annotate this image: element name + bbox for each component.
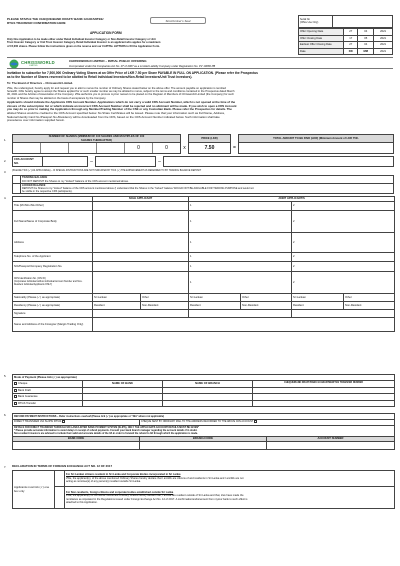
nic-row: NIC/Passport/Company Registration No. 1 2 [13, 262, 395, 272]
logo-text: CHRISSWORLD [21, 60, 55, 65]
joint1-cin-field[interactable]: 1 [189, 272, 292, 294]
staple-notice-line1: PLEASE STAPLE THE CHEQUE/BANK DRAFT/ BANK GUARANTEE/ [7, 17, 104, 21]
sole-nic-field[interactable] [93, 262, 189, 272]
cds-broker-code-field[interactable] [43, 157, 88, 167]
applicant-table [12, 196, 395, 332]
section-6-number: 6. [4, 413, 7, 417]
joint1-nic-field[interactable]: 1 [189, 262, 292, 272]
date-row: Offer Opening Date 27 04 2021 [299, 29, 393, 36]
joint1-full-name-field[interactable]: 1 [189, 211, 292, 233]
office-use-label: (Office Use Only) [300, 20, 319, 24]
date-yyyy-field[interactable]: 2021 [374, 48, 393, 55]
payment-row[interactable]: Bank Guarantee [13, 394, 395, 401]
joint2-signature-field[interactable] [292, 310, 395, 318]
payment-row[interactable]: Bank Draft [13, 387, 395, 394]
cds-instructions: Applicant/s should indicate the Applicants CDS Account Number. Applications which do not carry a valid CDS Account Number, which is not opened at the time of the closure of the subscription list or which indicate an incorrect CDS Account Number shall be rejected and no allotment will be made. If you wish to open a CDS Account you may do so prior to making the Application through any Member/Trading Member of the CSE or any Custodian Bank. Please refer the Prospectus for details. The allotted Shares would be credited to the CDS Account specified below. No Share Certificates will be issued. Please note that your information such as Full Name, Address, National Identity Card No./Passport No./Residency will be downloaded from the CDS, based on the CDS Account Number indicated below. Such information shall take precedence over information supplied herein. [7, 100, 237, 123]
application-date-row[interactable]: Date DD MM 2021 [299, 48, 393, 55]
sole-nationality-srilankan[interactable]: Sri Lankan [93, 294, 141, 302]
sole-resident[interactable]: Resident [93, 302, 141, 310]
payment-row[interactable]: Cheque NAME OF BANK NAME OF BRANCH CHEQUE/BANK DRAFT/BANK GUARANTEE/RTGS TRANSFER NUMBER [13, 381, 395, 388]
cds-type-field[interactable] [96, 157, 156, 167]
date-row: Offer Closing Date 17 05 2021 [299, 35, 393, 42]
section-7-number: 7. [4, 465, 7, 469]
offer-dates-table [298, 28, 393, 55]
joint1-nationality-srilankan[interactable]: Sri Lankan [189, 294, 241, 302]
stockbroker-seal-label: Stockbroker's Seal [165, 19, 191, 23]
sole-nationality-other[interactable]: Other [141, 294, 189, 302]
bank-draft-checkbox[interactable] [14, 389, 17, 392]
trading-balance-checkbox[interactable] [13, 176, 21, 184]
joint2-non-resident[interactable]: Non-Resident [344, 302, 395, 310]
deposit-heading: (PLEASE TICK (✓) AS APPLICABLE) – IF SPECIAL INSTRUCTIONS ARE NOT INDICATED BY TICK (✓) THE ENHANCEMENT AS REFERRED TO BY TRADING BALANCE DEPOSIT [12, 170, 202, 172]
cds-account-row: CDS ACCOUNT NO. – – [12, 156, 394, 167]
joint2-nationality-other[interactable]: Other [344, 294, 395, 302]
serial-table [298, 15, 393, 28]
section-1-number: 1. [4, 138, 7, 142]
stockbroker-seal-box [150, 17, 206, 24]
joint1-signature-field[interactable] [189, 310, 292, 318]
sole-non-resident[interactable]: Non-Resident [141, 302, 189, 310]
payment-section [12, 374, 394, 407]
shares-table: NUMBER OF SHARES (MINIMUM OF 100 SHARES AND MULTIPLES OF 100 SHARES THEREAFTER) PRICE (LKR) TOTAL AMOUNT TO BE PAID (LKR) (Minimum Amount of LKR 750/- 0 0 x 7.50 = [12, 134, 394, 154]
date-row: Earliest Offer Closing Date 27 04 2021 [299, 42, 393, 49]
company-band [7, 57, 393, 69]
cheque-mail-checkbox[interactable] [254, 420, 257, 423]
sole-cin-field[interactable] [93, 272, 189, 294]
serial-number-field[interactable] [333, 16, 393, 28]
direct-transfer-option[interactable]: DIRECT TRANSFER VIA SLIPS/ RTGS [13, 419, 140, 425]
declaration-heading: DECLARATION IN TERMS OF FOREIGN EXCHANGE ACT NO. 12 OF 2017 [12, 464, 113, 468]
date-mm-field[interactable]: MM [358, 48, 374, 55]
staple-notice [7, 18, 103, 25]
sole-applicant-header: SOLE APPLICANT [93, 197, 189, 202]
address-row: Address 1 2 [13, 233, 395, 253]
joint2-cin-field[interactable]: 2 [292, 272, 395, 294]
payment-row[interactable]: RTGS Transfer [13, 400, 395, 407]
margin-trading-field[interactable] [93, 318, 395, 332]
joint-applicant-header: JOINT APPLICANT/S [189, 197, 395, 202]
locked-balance-checkbox[interactable] [13, 184, 21, 194]
locked-balance-option[interactable]: LOCKED BALANCE DEPOSIT the Shares to my "locked" balance of the CDS account mentioned above (I understand that the Shares in the "locked" balance WOULD NOT BE AVAILABLE FOR TRADING PURPOSE and would not be visible in the respective CDS participants). [13, 184, 394, 194]
number-of-shares-field[interactable]: 0 0 [13, 143, 181, 154]
direct-transfer-checkbox[interactable] [62, 420, 65, 423]
declaration-table: Applicants must tick (✓) one box only For Sri Lankan citizens resident in Sri Lanka and Corporate Bodies incorporated in Sri Lanka I/We, the applicant(s), of the above mentioned Ordinary Shares hereby declare that I am/We are citizens of and residents in Sri Lanka and I am/We are not acting as nominee(s) of any person(s) resident outside Sri Lanka. For Non-residents, foreign citizens and corporate bodies established outside Sri Lanka I/We, the applicant(s) of the above mentioned Ordinary Shares hereby declare that, I am/we are resident outside of Sri Lanka and that, I/we have made the remittance as stipulated in the Regulations issued under Foreign Exchange Act No. 12 of 2017. A confirmation/endorsement from my/our bank to such effect is attached to this Application. [12, 470, 395, 509]
section-3-number: 3. [4, 170, 7, 174]
cds-account-number-field[interactable] [164, 157, 394, 167]
sole-address-field[interactable] [93, 233, 189, 253]
joint1-non-resident[interactable]: Non-Resident [241, 302, 292, 310]
joint1-title-field[interactable]: 1 [189, 202, 292, 211]
total-amount-field[interactable] [239, 143, 394, 154]
serial-label: Serial No [300, 17, 310, 21]
sole-title-field[interactable] [93, 202, 189, 211]
residency-row: Residency (Please (✓) as appropriate) Resident Non-Resident Resident Non-Resident Resident Non-Resident [13, 302, 395, 310]
deposit-options [12, 175, 394, 194]
declaration-section [12, 470, 394, 509]
applicant-details [12, 196, 394, 332]
branch-code-field[interactable] [140, 441, 267, 449]
joint2-resident[interactable]: Resident [292, 302, 344, 310]
joint2-title-field[interactable]: 2 [292, 202, 395, 211]
section-4-number: 4. [4, 196, 7, 200]
bank-code-field[interactable] [13, 441, 140, 449]
office-use-panel [298, 15, 393, 55]
sole-signature-field[interactable] [93, 310, 189, 318]
cheque-checkbox[interactable] [14, 382, 17, 385]
full-name-row: Full Name/Name of Corporate Body 1 2 [13, 211, 395, 233]
broker-row: Name and Address of the Foreigner (Margin Trading Only) [13, 318, 395, 332]
refund-table: REFUND PAYMENT INSTRUCTIONS – Refer instructions overleaf (Please tick (✓) as appropriate or "N/a" where not applicable) DIRECT TRANSFER VIA SLIPS/ RTGS CHEQUE SENT BY ORDINARY MAIL TO THE ADDRESS RECORDED TO THE ABOVE CDS ACCOUNT DETAILS FOR DIRECT TRANSFER THROUGH SRI LANKA INTER BANK PAYMENT SYSTEM (SLIPS), ONLY THE APPLICANTS ACCOUNT DETAILS MUST BE GIVEN* * Please provide accurate information to avoid delays in receipt of refund payments. Consult your bank branch manager regarding the account details if in doubt. Non-resident investors are advised to include their valid and accurate details of the IIA in order to forward the refund to IIA through which the application is made. BANK CODE BRANCH CODE ACCOUNT NUMBER [12, 413, 395, 450]
joint2-telephone-field[interactable]: 2 [292, 253, 395, 262]
account-number-field[interactable] [267, 441, 395, 449]
joint1-address-field[interactable]: 1 [189, 233, 292, 253]
company-name: CHRISSWORLD LIMITED – INITIAL PUBLIC OFFERING [69, 58, 147, 63]
application-declaration: I/We, the undersigned, hereby apply for and request you to allot to me/us the number of Ordinary Shares stated below on the above offer. The amount payable on application is remitted herewith. I/We hereby agree to accept the Shares applied for or such smaller number as may be allotted to me/us, subject to the terms and conditions contained in the Prospectus dated March 30, 2021 and the Articles of Association of the Company. I/We authorize you to procure my/our name/s to be placed on the Register of Members of Chrissworld Limited (the Company) for such number of Shares that may be allotted on the basis of acceptance by the Company. [7, 86, 235, 100]
joint2-nic-field[interactable]: 2 [292, 262, 395, 272]
shares-section [12, 134, 394, 154]
joint2-full-name-field[interactable]: 2 [292, 211, 395, 233]
price-field: 7.50 [189, 143, 231, 154]
addressee: To: The Board of Directors – Chrissworld Limited. [7, 81, 73, 85]
company-logo [9, 59, 59, 69]
bank-guarantee-checkbox[interactable] [14, 395, 17, 398]
payment-table: Mode of Payment (Please tick (✓) as appropriate) Cheque NAME OF BANK NAME OF BRANCH CHEQUE/BANK DRAFT/BANK GUARANTEE/RTGS TRANSFER NUMBER Bank Draft Bank Guarantee RTGS Transfer [12, 374, 395, 407]
cin-row: CDS Identification No. (CIN ID) (Corporates Individual without individual Account Number and Non-Resident Individual Applicants ONLY) 1 2 [13, 272, 395, 294]
invitation-text: Invitation to subscribe for 7,500,000 Ordinary Voting Shares at an Offer Price of LKR 7.50 per Share PAYABLE IN FULL ON APPLICATION. (Please refer the Prospectus as to the Number of Shares reserved to be allotted to Retail Individual Investors/Non-Retail Investors/Unit Trust Investors). [7, 71, 258, 80]
sole-full-name-field[interactable] [93, 211, 189, 233]
company-incorporation: Incorporated under the Companies Act No. 07 of 2007 as a Limited Liability Company under Registration No. PV 10080 PB [69, 64, 216, 68]
joint2-address-field[interactable]: 2 [292, 233, 395, 253]
section-5-number: 5. [4, 374, 7, 378]
non-resident-declaration-checkbox[interactable] [55, 487, 65, 509]
refund-section [12, 413, 394, 450]
form-title: APPLICATION FORM [90, 31, 122, 35]
rtgs-checkbox[interactable] [14, 402, 17, 405]
trading-balance-option[interactable]: TRADING BALANCE DO NOT DEPOSIT the Shares to my "locked" balance of the CDS account mentioned above. [13, 176, 394, 184]
joint2-nationality-srilankan[interactable]: Sri Lankan [292, 294, 344, 302]
date-dd-field[interactable]: DD [344, 48, 358, 55]
section-2-number: 2. [4, 159, 7, 163]
cheque-mail-option[interactable]: CHEQUE SENT BY ORDINARY MAIL TO THE ADDRESS RECORDED TO THE ABOVE CDS ACCOUNT [140, 419, 395, 425]
joint1-resident[interactable]: Resident [189, 302, 241, 310]
srilankan-declaration-checkbox[interactable] [55, 471, 65, 487]
signature-row: Signature [13, 310, 395, 318]
eligibility-note: Only One Application to be made either under Retail Individual Investor Category or Non-Retail Investor Category or Unit Trust Investor Category or Unit Trust Investor Category. Retail Individual Investor is an applicant who applies for a maximum of 15,000 shares. Please follow the instructions given on the reverse and our CAPITAL LETTERS to fill the Application Form. [7, 38, 161, 48]
logo-subtext: LIMITED [29, 65, 38, 67]
sole-telephone-field[interactable] [93, 253, 189, 262]
title-row: Title (Mr./Mrs./Ms./Other) 1 2 [13, 202, 395, 211]
staple-notice-line2: RTGS TRANSFER CONFIRMATION HERE [7, 20, 66, 25]
telephone-row: Telephone No. of the Applicant 1 2 [13, 253, 395, 262]
nationality-row: Nationality (Please (✓) as appropriate) Sri Lankan Other Sri Lankan Other Sri Lankan Other [13, 294, 395, 302]
declaration-side-note: Applicants must tick (✓) one box only [13, 471, 55, 509]
joint1-telephone-field[interactable]: 1 [189, 253, 292, 262]
joint1-nationality-other[interactable]: Other [241, 294, 292, 302]
globe-icon [9, 59, 21, 69]
